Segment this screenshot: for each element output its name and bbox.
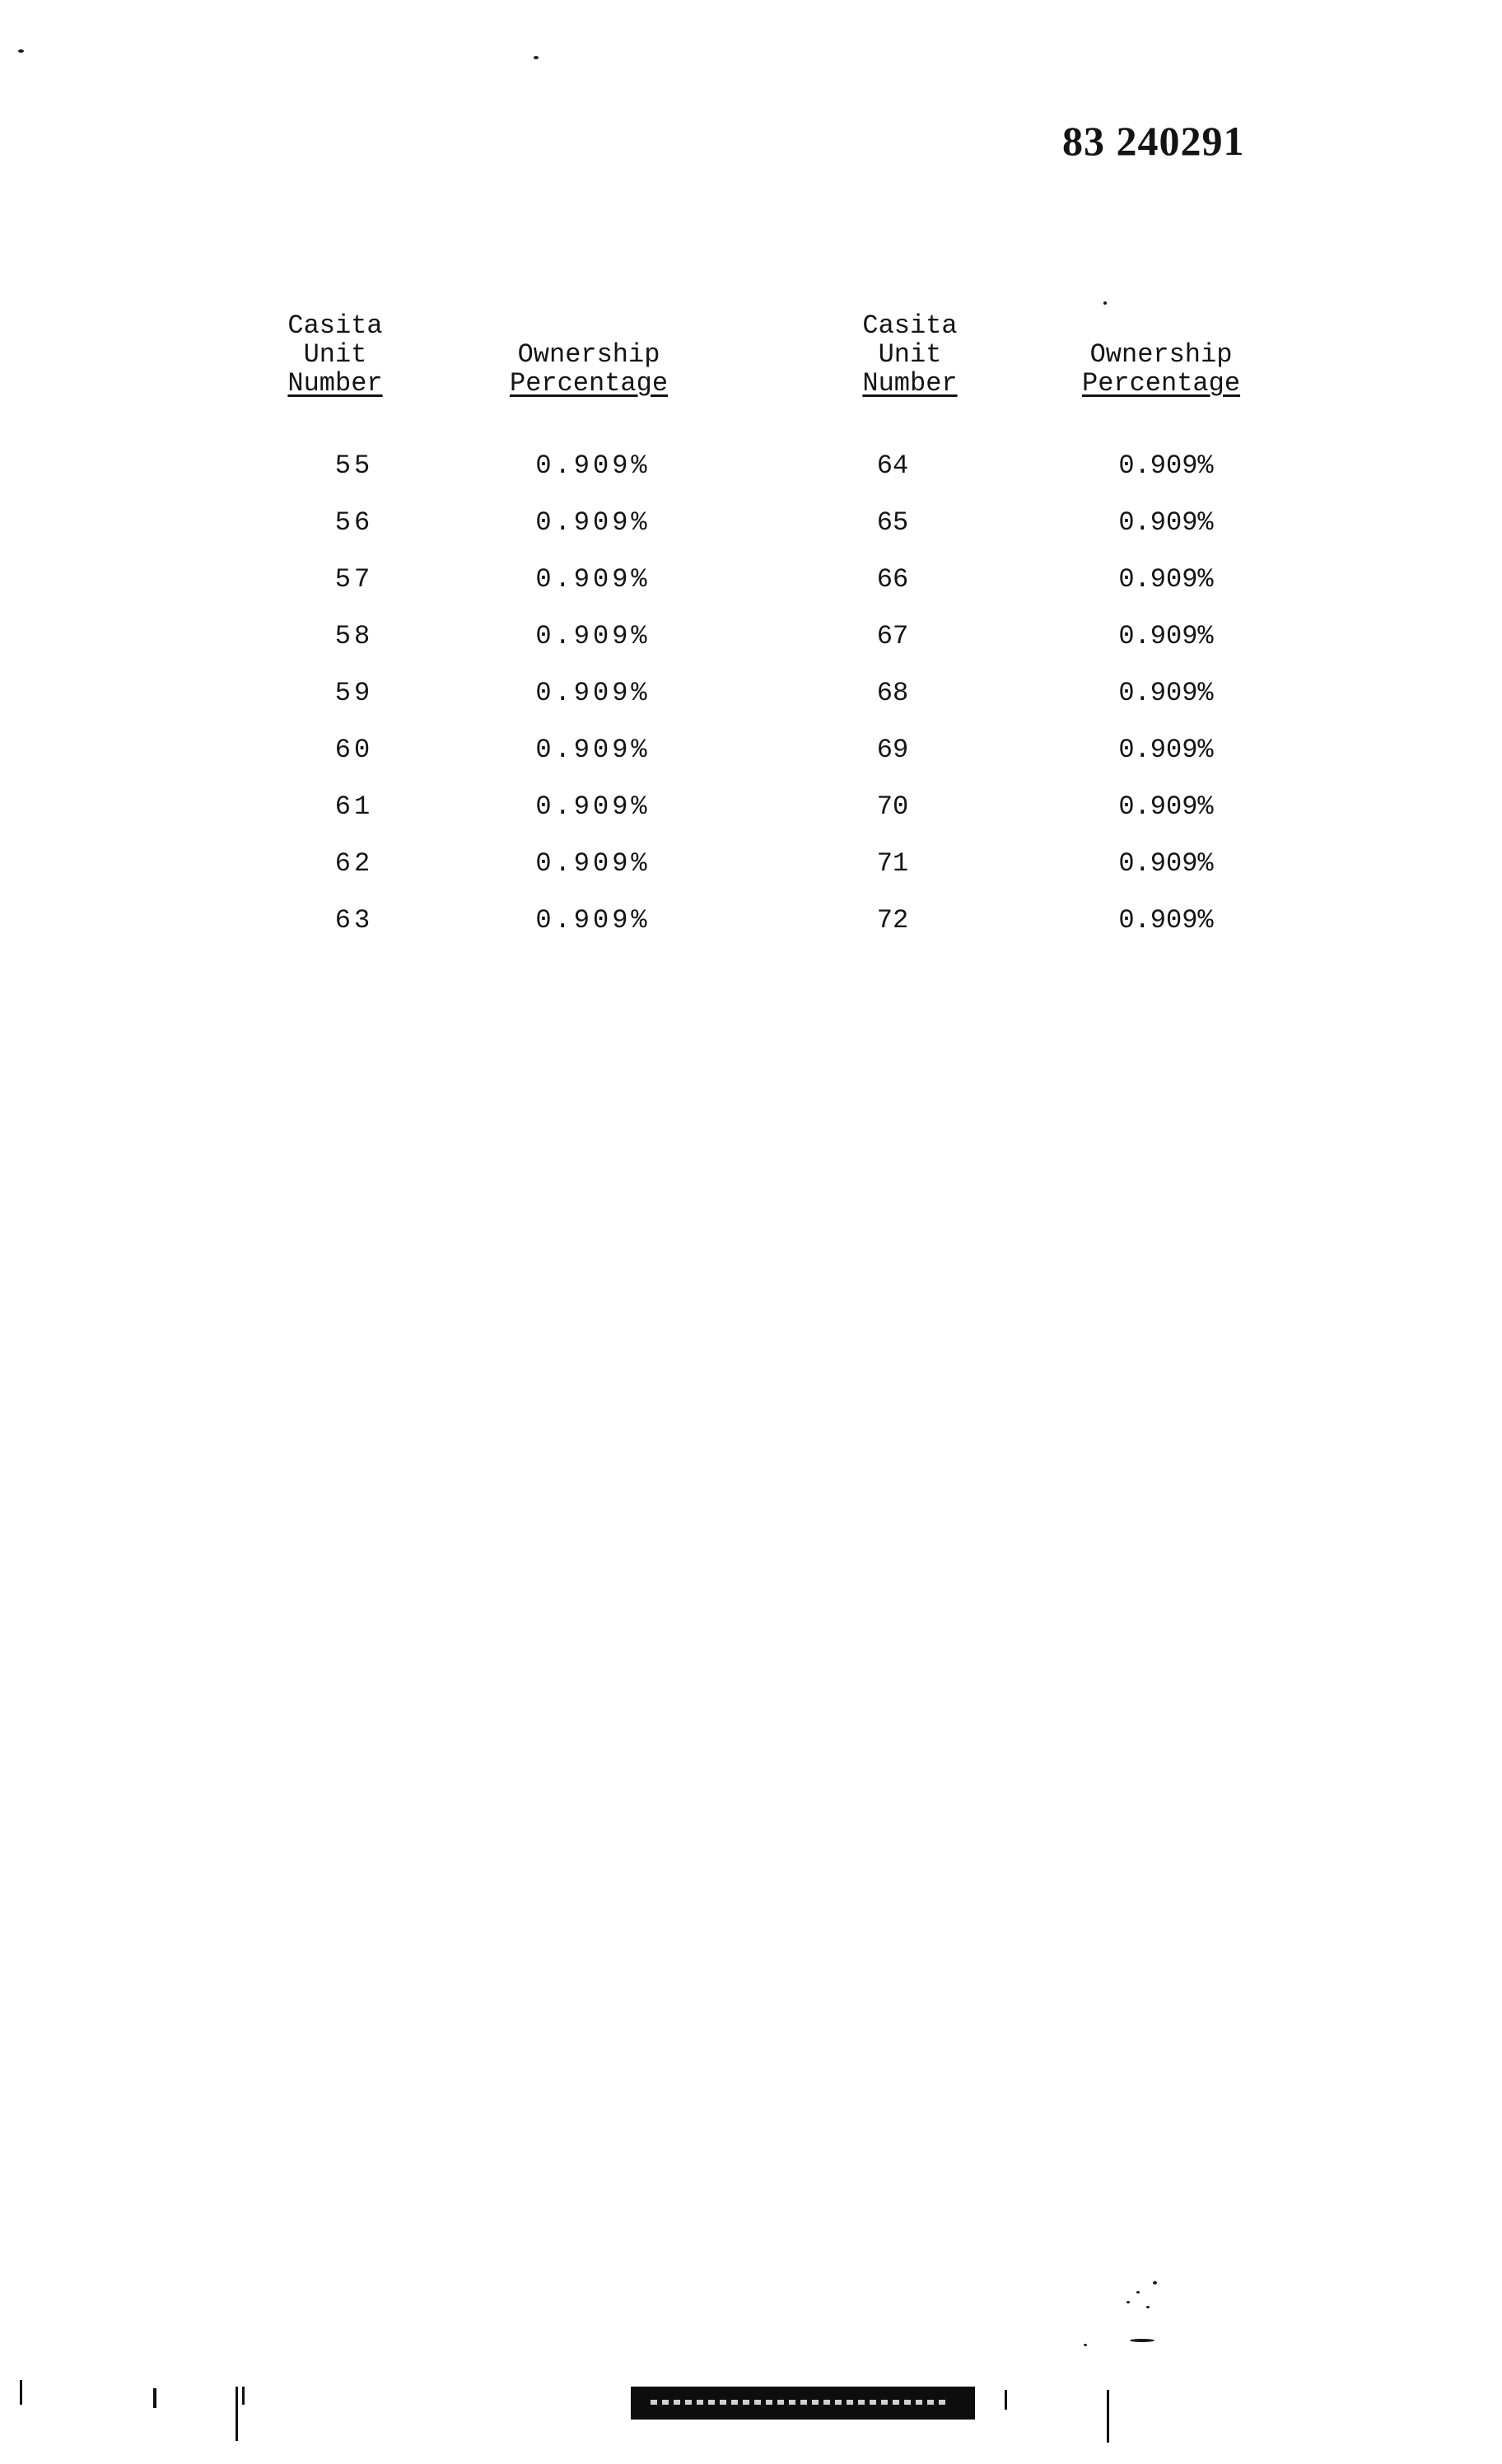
right-unit-header-line3: Number <box>862 368 958 399</box>
scan-strip-texture <box>651 2400 947 2405</box>
right-pct-header <box>1071 340 1252 398</box>
left-unit-header-line3: Number <box>287 368 383 399</box>
scan-speck <box>1130 2339 1154 2342</box>
scan-mark <box>20 2380 22 2405</box>
right-row-pct: 0.909% <box>1118 507 1214 538</box>
right-pct-header-line2: Percentage <box>1081 368 1241 399</box>
left-row-pct: 0.909% <box>535 621 651 651</box>
left-unit-header <box>273 311 397 398</box>
right-row-unit: 69 <box>876 735 909 765</box>
scan-speck <box>1136 2291 1140 2294</box>
left-row-unit: 57 <box>334 564 374 595</box>
scan-mark <box>153 2388 156 2408</box>
right-unit-header <box>848 311 972 398</box>
right-row-pct: 0.909% <box>1118 848 1214 879</box>
right-row-pct: 0.909% <box>1118 450 1214 481</box>
left-row-unit: 55 <box>334 450 374 481</box>
scan-speck <box>1084 2344 1087 2346</box>
left-row-pct: 0.909% <box>535 564 651 595</box>
scan-speck <box>18 49 24 53</box>
right-row-unit: 68 <box>876 678 909 708</box>
right-row-pct: 0.909% <box>1118 791 1214 822</box>
left-unit-header-line1: Casita <box>287 310 383 341</box>
right-unit-header-line2: Unit <box>878 339 942 370</box>
right-row-unit: 65 <box>876 507 909 538</box>
scan-mark <box>1005 2390 1007 2410</box>
left-row-unit: 58 <box>334 621 374 651</box>
left-pct-header-line1: Ownership <box>517 339 660 370</box>
scan-speck <box>1153 2281 1157 2284</box>
left-row-pct: 0.909% <box>535 905 651 936</box>
right-row-unit: 67 <box>876 621 909 651</box>
right-row-pct: 0.909% <box>1118 735 1214 765</box>
left-row-pct: 0.909% <box>535 507 651 538</box>
right-row-pct: 0.909% <box>1118 564 1214 595</box>
left-unit-header-line2: Unit <box>303 339 367 370</box>
left-row-pct: 0.909% <box>535 848 651 879</box>
scan-mark <box>236 2387 238 2441</box>
scan-speck <box>1146 2306 1150 2308</box>
right-row-pct: 0.909% <box>1118 621 1214 651</box>
left-row-pct: 0.909% <box>535 791 651 822</box>
left-row-pct: 0.909% <box>535 450 651 481</box>
left-row-unit: 56 <box>334 507 374 538</box>
right-row-unit: 66 <box>876 564 909 595</box>
scan-speck <box>1126 2301 1130 2303</box>
right-row-unit: 72 <box>876 905 909 936</box>
left-row-pct: 0.909% <box>535 678 651 708</box>
left-row-unit: 63 <box>334 905 374 936</box>
right-row-unit: 71 <box>876 848 909 879</box>
right-row-pct: 0.909% <box>1118 905 1214 936</box>
left-row-unit: 60 <box>334 735 374 765</box>
scan-mark <box>242 2387 245 2405</box>
document-number: 83 240291 <box>1062 118 1245 164</box>
scan-speck <box>1103 301 1107 305</box>
left-row-unit: 59 <box>334 678 374 708</box>
right-pct-header-line1: Ownership <box>1089 339 1233 370</box>
left-pct-header <box>494 340 683 398</box>
left-row-pct: 0.909% <box>535 735 651 765</box>
scan-mark <box>1107 2390 1109 2443</box>
left-row-unit: 62 <box>334 848 374 879</box>
right-unit-header-line1: Casita <box>862 310 958 341</box>
left-row-unit: 61 <box>334 791 374 822</box>
right-row-unit: 64 <box>876 450 909 481</box>
scan-speck <box>534 56 539 59</box>
right-row-pct: 0.909% <box>1118 678 1214 708</box>
left-pct-header-line2: Percentage <box>509 368 669 399</box>
right-row-unit: 70 <box>876 791 909 822</box>
